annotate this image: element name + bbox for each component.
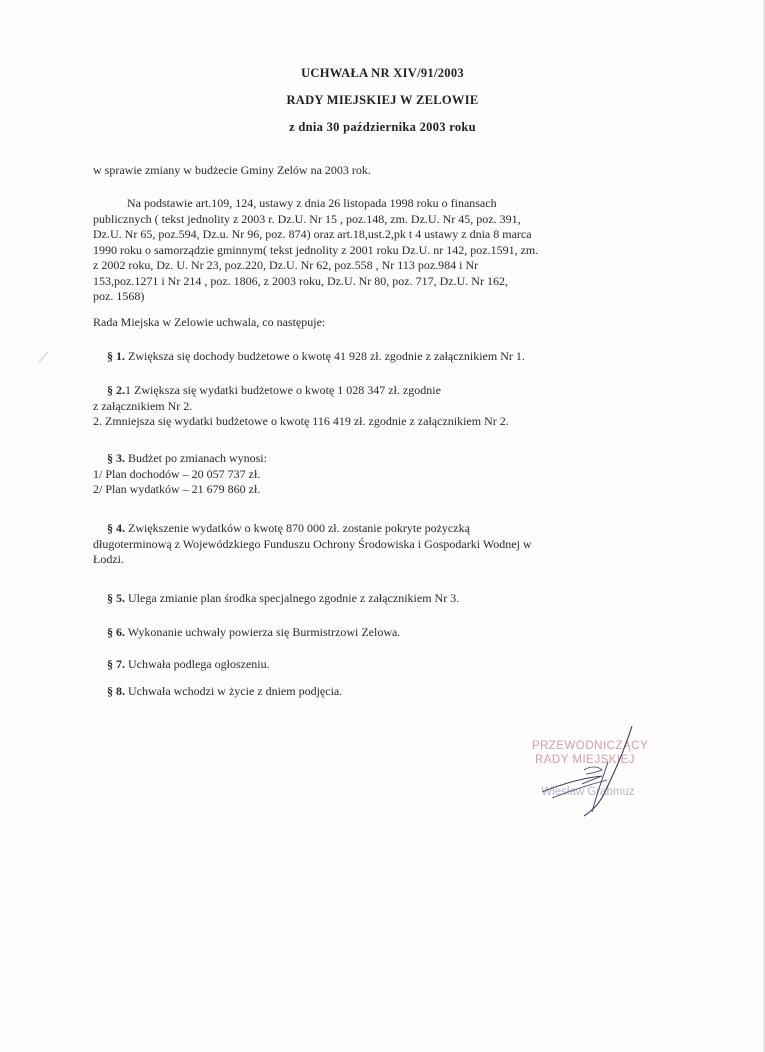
council-statement: Rada Miejska w Zelowie uchwala, co następuje:	[93, 315, 326, 329]
paragraph-number: § 1.	[107, 349, 125, 363]
paragraph-text: długoterminową z Wojewódzkiego Funduszu Ochrony Środowiska i Gospodarki Wodnej w	[93, 536, 532, 551]
resolution-subject: w sprawie zmiany w budżecie Gminy Zelów na 2003 rok.	[93, 163, 371, 177]
paragraph-number: § 5.	[107, 591, 125, 605]
resolution-title: UCHWAŁA NR XIV/91/2003	[301, 66, 464, 80]
paragraph-number: § 7.	[107, 657, 125, 671]
paragraph-2	[93, 383, 659, 430]
paragraph-number: § 4.	[107, 521, 125, 535]
paragraph-5	[93, 591, 659, 607]
paragraph-6	[93, 625, 659, 641]
legal-basis-line: Na podstawie art.109, 124, ustawy z dnia 26 listopada 1998 roku o finansach	[127, 196, 497, 210]
council-name: RADY MIEJSKIEJ W ZELOWIE	[286, 93, 479, 107]
paragraph-4	[93, 521, 659, 568]
paragraph-number: § 3.	[107, 451, 125, 465]
paragraph-text: Ulega zmianie plan środka specjalnego zgodnie z załącznikiem Nr 3.	[125, 591, 460, 605]
resolution-date: z dnia 30 października 2003 roku	[289, 120, 476, 134]
paragraph-text: Uchwała wchodzi w życie z dniem podjęcia.	[125, 684, 343, 698]
legal-basis-line: 1990 roku o samorządzie gminnym( tekst jednolity z 2001 roku Dz.U. nr 142, poz.1591, zm.	[93, 242, 539, 257]
scan-mark-icon	[36, 350, 50, 366]
paragraph-text: Zwiększenie wydatków o kwotę 870 000 zł. zostanie pokryte pożyczką	[125, 521, 470, 535]
expense-plan: 2/ Plan wydatków – 21 679 860 zł.	[93, 482, 261, 496]
legal-basis-line: Dz.U. Nr 65, poz.594, Dz.u. Nr 96, poz. 874) oraz art.18,ust.2,pk t 4 ustawy z dnia 8 marca	[93, 227, 532, 241]
paragraph-3	[93, 451, 659, 498]
legal-basis-line: 153,poz.1271 i Nr 214 , poz. 1806, z 2003 roku, Dz.U. Nr 80, poz. 717, Dz.U. Nr 162,	[93, 273, 508, 288]
paragraph-text: Budżet po zmianach wynosi:	[125, 451, 267, 465]
income-plan: 1/ Plan dochodów – 20 057 737 zł.	[93, 466, 261, 481]
paragraph-text: 2. Zmniejsza się wydatki budżetowe o kwotę 116 419 zł. zgodnie z załącznikiem Nr 2.	[93, 414, 509, 428]
paragraph-text: Łodzi.	[93, 552, 124, 566]
legal-basis	[93, 196, 659, 305]
paragraph-8	[93, 684, 659, 700]
paragraph-text: Zwiększa się dochody budżetowe o kwotę 41 928 zł. zgodnie z załącznikiem Nr 1.	[125, 349, 525, 363]
stamp-name: Wiesław Grabmuz	[541, 786, 635, 798]
legal-basis-line: publicznych ( tekst jednolity z 2003 r. Dz.U. Nr 15 , poz.148, zm. Dz.U. Nr 45, poz. 391,	[93, 211, 521, 226]
paragraph-text: Uchwała podlega ogłoszeniu.	[125, 657, 270, 671]
paragraph-1	[93, 349, 659, 365]
paragraph-text: z załącznikiem Nr 2.	[93, 398, 193, 413]
stamp-council: RADY MIEJSKIEJ	[534, 754, 636, 766]
legal-basis-line: poz. 1568)	[93, 289, 145, 303]
paragraph-text: 1 Zwiększa się wydatki budżetowe o kwotę 1 028 347 zł. zgodnie	[125, 383, 441, 397]
paragraph-number: § 8.	[107, 684, 125, 698]
paragraph-number: § 2.	[107, 383, 125, 397]
paragraph-7	[93, 657, 659, 673]
paragraph-number: § 6.	[107, 625, 125, 639]
legal-basis-line: z 2002 roku, Dz. U. Nr 23, poz.220, Dz.U. Nr 62, poz.558 , Nr 113 poz.984 i Nr	[93, 258, 479, 272]
signature-icon	[512, 722, 662, 822]
stamp-title: PRZEWODNICZĄCY	[531, 740, 649, 752]
paragraph-text: Wykonanie uchwały powierza się Burmistrzowi Zelowa.	[125, 625, 401, 639]
